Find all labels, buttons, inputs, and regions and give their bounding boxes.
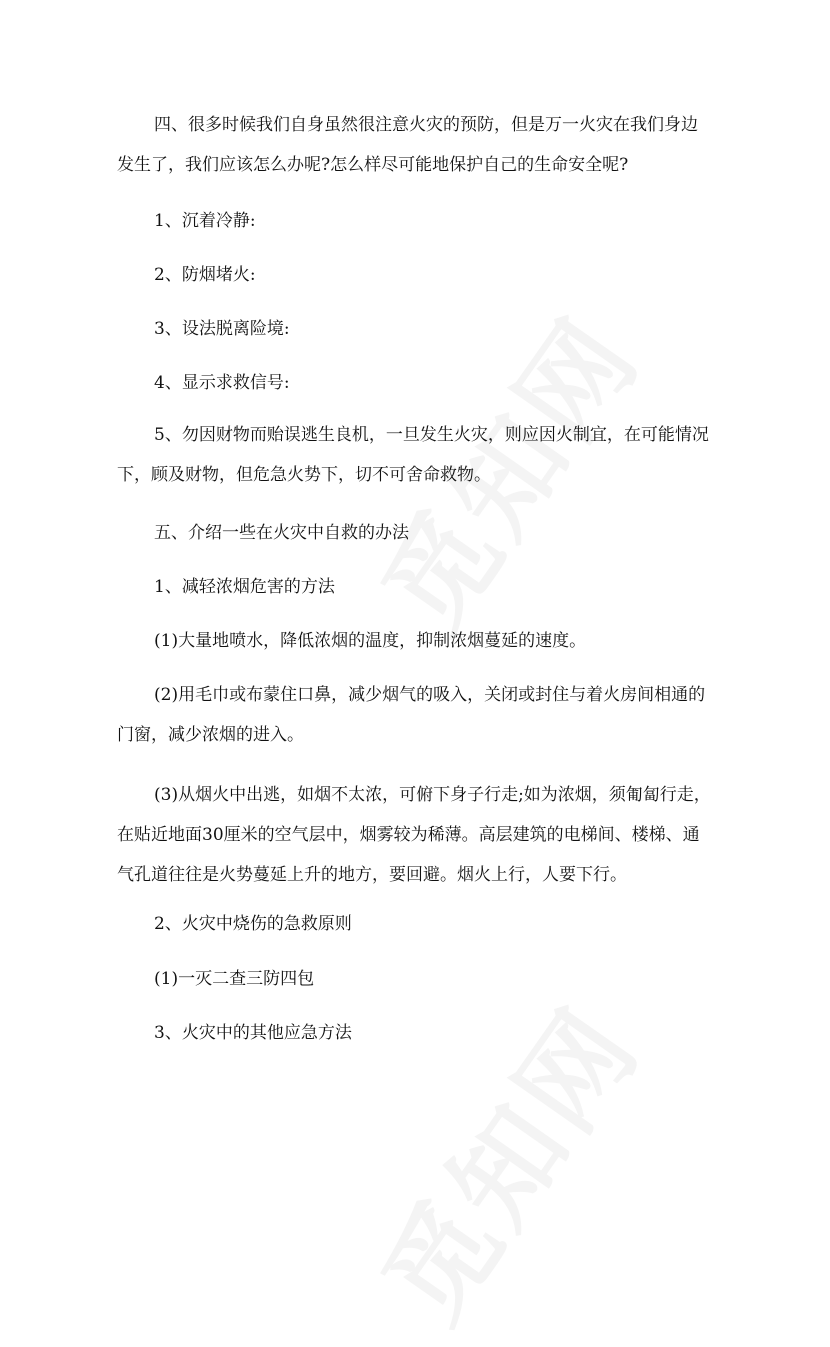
subheading-smoke: 1、减轻浓烟危害的方法 [154, 577, 335, 597]
list-item-burn-principle: (1)一灭二查三防四包 [154, 969, 315, 989]
watermark [339, 971, 668, 1347]
paragraph-four: 四、很多时候我们自身虽然很注意火灾的预防，但是万一火灾在我们身边发生了，我们应该怎么办呢?怎么样尽可能地保护自己的生命安全呢? [117, 115, 698, 175]
section-five-heading: 五、介绍一些在火灾中自救的办法 [154, 523, 409, 543]
list-item-signal: 4、显示求救信号: [154, 373, 290, 393]
subheading-other-methods: 3、火灾中的其他应急方法 [154, 1023, 352, 1043]
paragraph-crawl: (3)从烟火中出逃，如烟不太浓，可俯下身子行走;如为浓烟，须匍匐行走，在贴近地面30厘米的空气层中，烟雾较为稀薄。高层建筑的电梯间、楼梯、通气孔道往往是火势蔓延上升的地方，要回避。烟火上行，人要下行。 [117, 785, 711, 885]
paragraph-towel: (2)用毛巾或布蒙住口鼻，减少烟气的吸入，关闭或封住与着火房间相通的门窗，减少浓烟的进入。 [117, 685, 706, 745]
subheading-burns: 2、火灾中烧伤的急救原则 [154, 914, 352, 934]
list-item-calm: 1、沉着冷静: [154, 211, 256, 231]
list-item-block-smoke: 2、防烟堵火: [154, 265, 256, 285]
list-item-spray-water: (1)大量地喷水，降低浓烟的温度，抑制浓烟蔓延的速度。 [154, 631, 587, 651]
paragraph-property: 5、勿因财物而贻误逃生良机，一旦发生火灾，则应因火制宜，在可能情况下，顾及财物，但危急火势下，切不可舍命救物。 [117, 425, 709, 485]
list-item-escape: 3、设法脱离险境: [154, 319, 290, 339]
